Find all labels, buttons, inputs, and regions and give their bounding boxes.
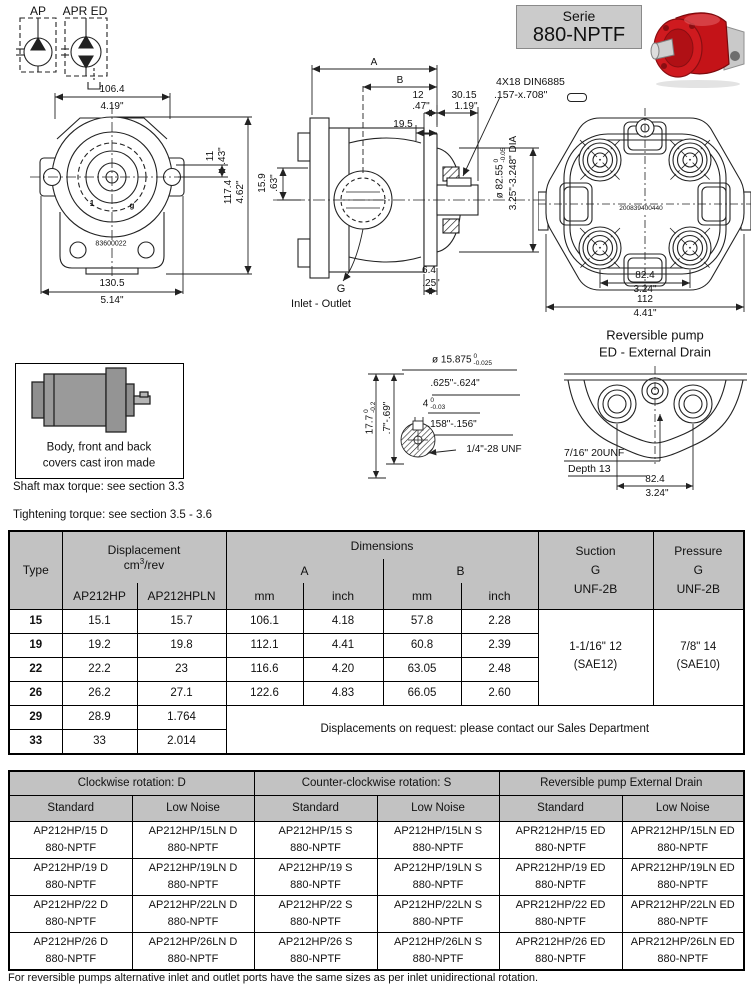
model-cell: APR212HP/22 ED 880-NPTF	[499, 895, 622, 932]
front-dim-bottom-mm: 130.5	[99, 278, 125, 289]
back-serial: 200839400440	[619, 204, 663, 212]
header-reversible: Reversible pump External Drain	[499, 771, 744, 795]
model-cell: APR212HP/15LN ED 880-NPTF	[622, 821, 744, 858]
front-dim-height-mm: 117.4	[223, 179, 234, 205]
shaft-len-in: .7"-.69"	[382, 401, 393, 435]
cell-suction-value: 1-1/16" 12 (SAE12)	[538, 609, 653, 705]
shaft-key-mm	[423, 397, 445, 411]
front-view	[16, 84, 256, 324]
hydraulic-symbols	[8, 2, 118, 94]
model-cell: APR212HP/19 ED 880-NPTF	[499, 858, 622, 895]
reversible-depth: Depth 13	[568, 463, 611, 475]
cast-iron-info-box	[15, 363, 184, 479]
cell-a-inch: 4.41	[303, 633, 383, 657]
model-cell: AP212HP/19LN D 880-NPTF	[132, 858, 254, 895]
cast-info-line2: covers cast iron made	[42, 457, 156, 470]
reversible-dim-in: 3.24"	[645, 488, 669, 499]
cell-a-mm: 122.6	[226, 681, 303, 705]
cell-b-mm: 57.8	[383, 609, 461, 633]
model-cell: AP212HP/22LN S 880-NPTF	[377, 895, 499, 932]
cell-b-inch: 2.48	[461, 657, 538, 681]
cell-type: 26	[9, 681, 62, 705]
side-dim-159-mm: 15.9	[257, 173, 268, 193]
footer-note: For reversible pumps alternative inlet and outlet ports have the same sizes as per inlet unidirectional rotation.	[8, 972, 539, 984]
cell-a-inch: 4.83	[303, 681, 383, 705]
cell-hpln: 1.764	[137, 705, 226, 729]
cell-hpln: 19.8	[137, 633, 226, 657]
cell-hpln: 27.1	[137, 681, 226, 705]
side-dim-12-mm: 12	[412, 90, 424, 101]
header-standard: Standard	[9, 795, 132, 821]
spec-table	[8, 530, 745, 755]
cell-a-mm: 106.1	[226, 609, 303, 633]
model-cell: AP212HP/26LN D 880-NPTF	[132, 932, 254, 970]
ap-symbol-label: AP	[29, 4, 47, 18]
table-row	[9, 895, 744, 932]
front-dim-top-in: 4.19"	[100, 101, 124, 112]
cell-hp: 19.2	[62, 633, 137, 657]
model-cell: AP212HP/22 S 880-NPTF	[254, 895, 377, 932]
front-view-drawing	[16, 84, 256, 324]
cell-hpln: 2.014	[137, 729, 226, 754]
cell-b-inch: 2.28	[461, 609, 538, 633]
pump-side-icon	[16, 364, 180, 436]
shaft-dia-value: ø 15.875	[432, 354, 472, 366]
reversible-title-line1: Reversible pump	[606, 327, 704, 343]
shaft-dia-in: .625"-.624"	[430, 378, 480, 389]
model-table-body	[9, 821, 744, 970]
cell-a-inch: 4.18	[303, 609, 383, 633]
back-dim-inner-mm: 82.4	[635, 270, 655, 281]
shaft-dia-mm	[432, 353, 492, 367]
header-standard: Standard	[499, 795, 622, 821]
side-dim-b: B	[396, 75, 404, 86]
side-dim-64-mm: 6.4	[422, 265, 436, 276]
cell-hp: 28.9	[62, 705, 137, 729]
shaft-key-in: .158"-.156"	[427, 419, 477, 430]
shaft-torque-note: Shaft max torque: see section 3.3	[13, 481, 185, 493]
cell-b-mm: 60.8	[383, 633, 461, 657]
model-cell: APR212HP/19LN ED 880-NPTF	[622, 858, 744, 895]
tightening-torque-note: Tightening torque: see section 3.5 - 3.6	[13, 509, 213, 521]
side-dim-64-in: .25"	[422, 278, 440, 289]
shaft-len-mm	[363, 402, 377, 435]
header-counter-clockwise: Counter-clockwise rotation: S	[254, 771, 499, 795]
model-cell: APR212HP/15 ED 880-NPTF	[499, 821, 622, 858]
cell-type: 22	[9, 657, 62, 681]
side-port-label: G	[336, 283, 346, 295]
shaft-key-tolerance: 0 -0.03	[430, 396, 446, 411]
side-dim-12-in: .47"	[412, 101, 430, 112]
cell-b-mm: 66.05	[383, 681, 461, 705]
model-cell: AP212HP/19 S 880-NPTF	[254, 858, 377, 895]
shaft-detail	[328, 332, 563, 484]
cell-hp: 22.2	[62, 657, 137, 681]
cell-b-inch: 2.39	[461, 633, 538, 657]
header-dim-b: B	[383, 559, 538, 583]
side-dim-3015-mm: 30.15	[451, 90, 477, 101]
shaft-len-value: 17.7	[364, 414, 376, 435]
series-label: Serie	[562, 7, 596, 24]
header-low-noise: Low Noise	[377, 795, 499, 821]
front-serial: 83600022	[95, 240, 127, 248]
model-cell: AP212HP/19 D 880-NPTF	[9, 858, 132, 895]
model-cell: AP212HP/22 D 880-NPTF	[9, 895, 132, 932]
model-cell: AP212HP/22LN D 880-NPTF	[132, 895, 254, 932]
model-cell: AP212HP/19LN S 880-NPTF	[377, 858, 499, 895]
side-dim-3015-in: 1.19"	[454, 101, 478, 112]
model-cell: AP212HP/15LN S 880-NPTF	[377, 821, 499, 858]
cell-type: 29	[9, 705, 62, 729]
spec-table-body	[9, 609, 744, 754]
cell-hp: 26.2	[62, 681, 137, 705]
header-ap212hpln: AP212HPLN	[137, 583, 226, 609]
series-model: 880-NPTF	[532, 24, 626, 47]
side-dim-a: A	[370, 57, 378, 68]
header-clockwise: Clockwise rotation: D	[9, 771, 254, 795]
cell-a-mm: 112.1	[226, 633, 303, 657]
model-table	[8, 770, 745, 971]
cell-b-inch: 2.60	[461, 681, 538, 705]
back-dim-outer-in: 4.41"	[633, 308, 657, 319]
shaft-dia-tolerance: 0 -0.025	[473, 352, 492, 367]
pump-photo	[646, 2, 751, 90]
reversible-title-line2: ED - External Drain	[599, 344, 711, 360]
model-cell: APR212HP/26LN ED 880-NPTF	[622, 932, 744, 970]
shaft-thread: 1/4"-28 UNF	[466, 444, 522, 455]
model-cell: AP212HP/26 D 880-NPTF	[9, 932, 132, 970]
header-low-noise: Low Noise	[622, 795, 744, 821]
header-displacement: Displacement $cm^3$/rev	[62, 531, 226, 583]
reversible-thread: 7/16" 20UNF	[564, 447, 625, 459]
header-a-mm: mm	[226, 583, 303, 609]
table-row	[9, 609, 744, 633]
side-dim-159-in: .63"	[269, 174, 280, 192]
front-cast-mark-g: g	[129, 201, 135, 210]
cell-type: 33	[9, 729, 62, 754]
cell-hpln: 23	[137, 657, 226, 681]
model-cell: APR212HP/22LN ED 880-NPTF	[622, 895, 744, 932]
header-type: Type	[9, 531, 62, 609]
header-b-inch: inch	[461, 583, 538, 609]
front-dim-bottom-in: 5.14"	[100, 295, 124, 306]
cell-displacements-note: Displacements on request: please contact our Sales Department	[226, 705, 744, 754]
front-dim-top-mm: 106.4	[99, 84, 125, 95]
cell-a-mm: 116.6	[226, 657, 303, 681]
cell-pressure-value: 7/8" 14 (SAE10)	[653, 609, 744, 705]
cell-hpln: 15.7	[137, 609, 226, 633]
side-view	[253, 55, 553, 310]
shaft-key-value: 4	[422, 398, 429, 410]
cell-type: 15	[9, 609, 62, 633]
model-cell: AP212HP/26 S 880-NPTF	[254, 932, 377, 970]
side-dim-dia-mm	[493, 148, 507, 199]
front-cast-mark-1: 1	[89, 199, 95, 208]
cell-hp: 33	[62, 729, 137, 754]
back-dim-outer-mm: 112	[637, 294, 653, 305]
header-pressure: Pressure G UNF-2B	[653, 531, 744, 609]
cell-hp: 15.1	[62, 609, 137, 633]
back-view	[538, 96, 751, 328]
cell-a-inch: 4.20	[303, 657, 383, 681]
cell-b-mm: 63.05	[383, 657, 461, 681]
header-ap212hp: AP212HP	[62, 583, 137, 609]
front-dim-offset-mm: 11	[205, 150, 216, 162]
table-row	[9, 932, 744, 970]
model-cell: AP212HP/26LN S 880-NPTF	[377, 932, 499, 970]
side-dia-value: ø 82.55	[494, 164, 506, 199]
reversible-dim-mm: 82.4	[645, 474, 665, 485]
side-port-caption: Inlet - Outlet	[291, 298, 351, 310]
model-cell: APR212HP/26 ED 880-NPTF	[499, 932, 622, 970]
header-b-mm: mm	[383, 583, 461, 609]
model-cell: AP212HP/15 S 880-NPTF	[254, 821, 377, 858]
header-dim-a: A	[226, 559, 383, 583]
series-header	[516, 5, 642, 49]
model-cell: AP212HP/15LN D 880-NPTF	[132, 821, 254, 858]
header-dimensions: Dimensions	[226, 531, 538, 559]
reversible-view	[560, 326, 751, 512]
apr-ed-symbol-label: APR ED	[62, 4, 108, 18]
key-note-line2: .157-x.708"	[494, 89, 548, 101]
table-row	[9, 821, 744, 858]
header-suction: Suction G UNF-2B	[538, 531, 653, 609]
side-dim-dia-in: 3.25"-3.248" DIA	[508, 135, 519, 211]
table-row	[9, 858, 744, 895]
model-cell: AP212HP/15 D 880-NPTF	[9, 821, 132, 858]
back-dim-inner-in: 3.24"	[633, 284, 657, 295]
model-table-header	[9, 771, 744, 821]
cast-info-line1: Body, front and back	[46, 441, 152, 454]
cell-type: 19	[9, 633, 62, 657]
front-dim-offset-in: .43"	[217, 147, 228, 165]
header-standard: Standard	[254, 795, 377, 821]
front-dim-height-in: 4.62"	[235, 180, 246, 204]
header-a-inch: inch	[303, 583, 383, 609]
side-dim-195: 19.5	[393, 119, 413, 130]
key-note-line1: 4X18 DIN6885	[496, 76, 565, 88]
shaft-len-tolerance: 0 -0.2	[362, 401, 377, 413]
spec-table-header	[9, 531, 744, 609]
side-dia-tolerance: 0 -0.05	[492, 147, 507, 163]
header-low-noise: Low Noise	[132, 795, 254, 821]
pump-photo-illustration	[646, 2, 751, 90]
table-row	[9, 705, 744, 729]
